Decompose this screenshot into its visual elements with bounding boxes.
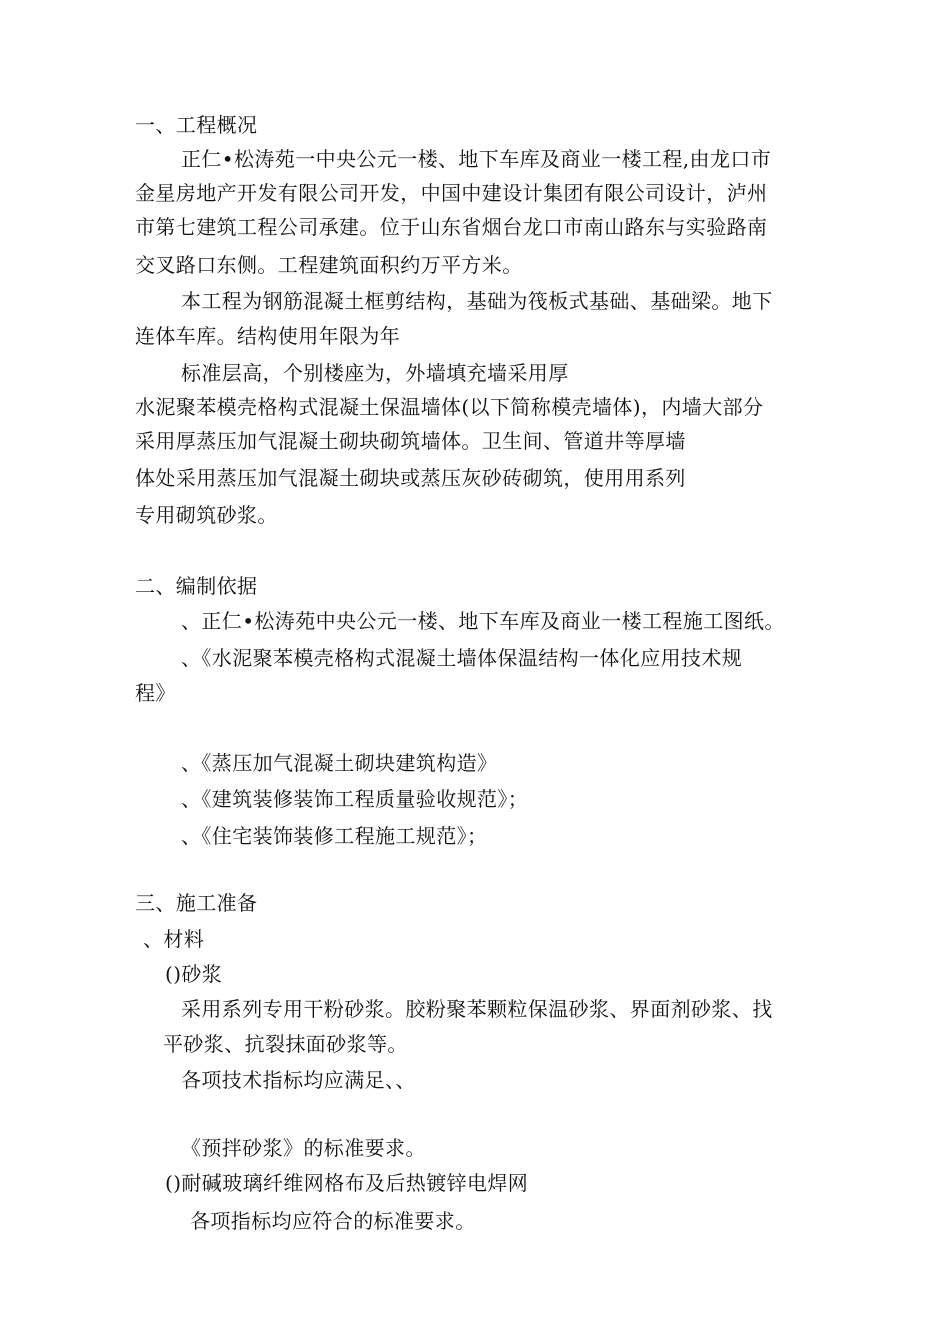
paragraph-line: 采用系列专用干粉砂浆。胶粉聚苯颗粒保温砂浆、界面剂砂浆、找	[181, 997, 773, 1021]
paragraph-line: 《预拌砂浆》的标准要求。	[181, 1136, 426, 1160]
paragraph-line: 平砂浆、抗裂抹面砂浆等。	[163, 1032, 408, 1056]
paragraph-line: 交叉路口东侧。工程建筑面积约万平方米。	[135, 253, 523, 277]
section-heading: 二、编制依据	[135, 574, 258, 598]
list-item: 程》	[135, 681, 176, 705]
list-item: 、《建筑装修装饰工程质量验收规范》；	[181, 787, 529, 811]
list-item: 、《水泥聚苯模壳格构式混凝土墙体保温结构一体化应用技术规	[181, 646, 743, 670]
paragraph-line: 本工程为钢筋混凝土框剪结构，基础为筏板式基础、基础梁。地下	[181, 289, 773, 313]
section-heading: 三、施工准备	[135, 891, 258, 915]
subsection-heading: 、材料	[143, 927, 205, 951]
list-item: 、正仁•松涛苑中央公元一楼、地下车库及商业一楼工程施工图纸。	[181, 609, 785, 633]
paragraph-line: 各项技术指标均应满足、、	[181, 1068, 416, 1092]
paragraph-line: 各项指标均应符合的标准要求。	[190, 1209, 476, 1233]
paragraph-line: 金星房地产开发有限公司开发，中国中建设计集团有限公司设计，泸州	[135, 181, 768, 205]
paragraph-line: 标准层高，个别楼座为，外墙填充墙采用厚	[181, 361, 569, 385]
paragraph-line: 正仁•松涛苑一中央公元一楼、地下车库及商业一楼工程,由龙口市	[181, 147, 772, 171]
item-heading: ()耐碱玻璃纤维网格布及后热镀锌电焊网	[165, 1171, 529, 1195]
paragraph-line: 专用砌筑砂浆。	[135, 503, 278, 527]
paragraph-line: 体处采用蒸压加气混凝土砌块或蒸压灰砂砖砌筑，使用用系列	[135, 466, 686, 490]
list-item: 、《住宅装饰装修工程施工规范》；	[181, 824, 488, 848]
item-heading: ()砂浆	[165, 962, 223, 986]
paragraph-line: 连体车库。结构使用年限为年	[135, 324, 401, 348]
section-heading: 一、工程概况	[135, 113, 258, 137]
paragraph-line: 采用厚蒸压加气混凝土砌块砌筑墙体。卫生间、管道井等厚墙	[135, 429, 686, 453]
paragraph-line: 水泥聚苯模壳格构式混凝土保温墙体(以下简称模壳墙体)，内墙大部分	[135, 395, 764, 419]
list-item: 、《蒸压加气混凝土砌块建筑构造》	[181, 751, 498, 775]
paragraph-line: 市第七建筑工程公司承建。位于山东省烟台龙口市南山路东与实验路南	[135, 215, 768, 239]
